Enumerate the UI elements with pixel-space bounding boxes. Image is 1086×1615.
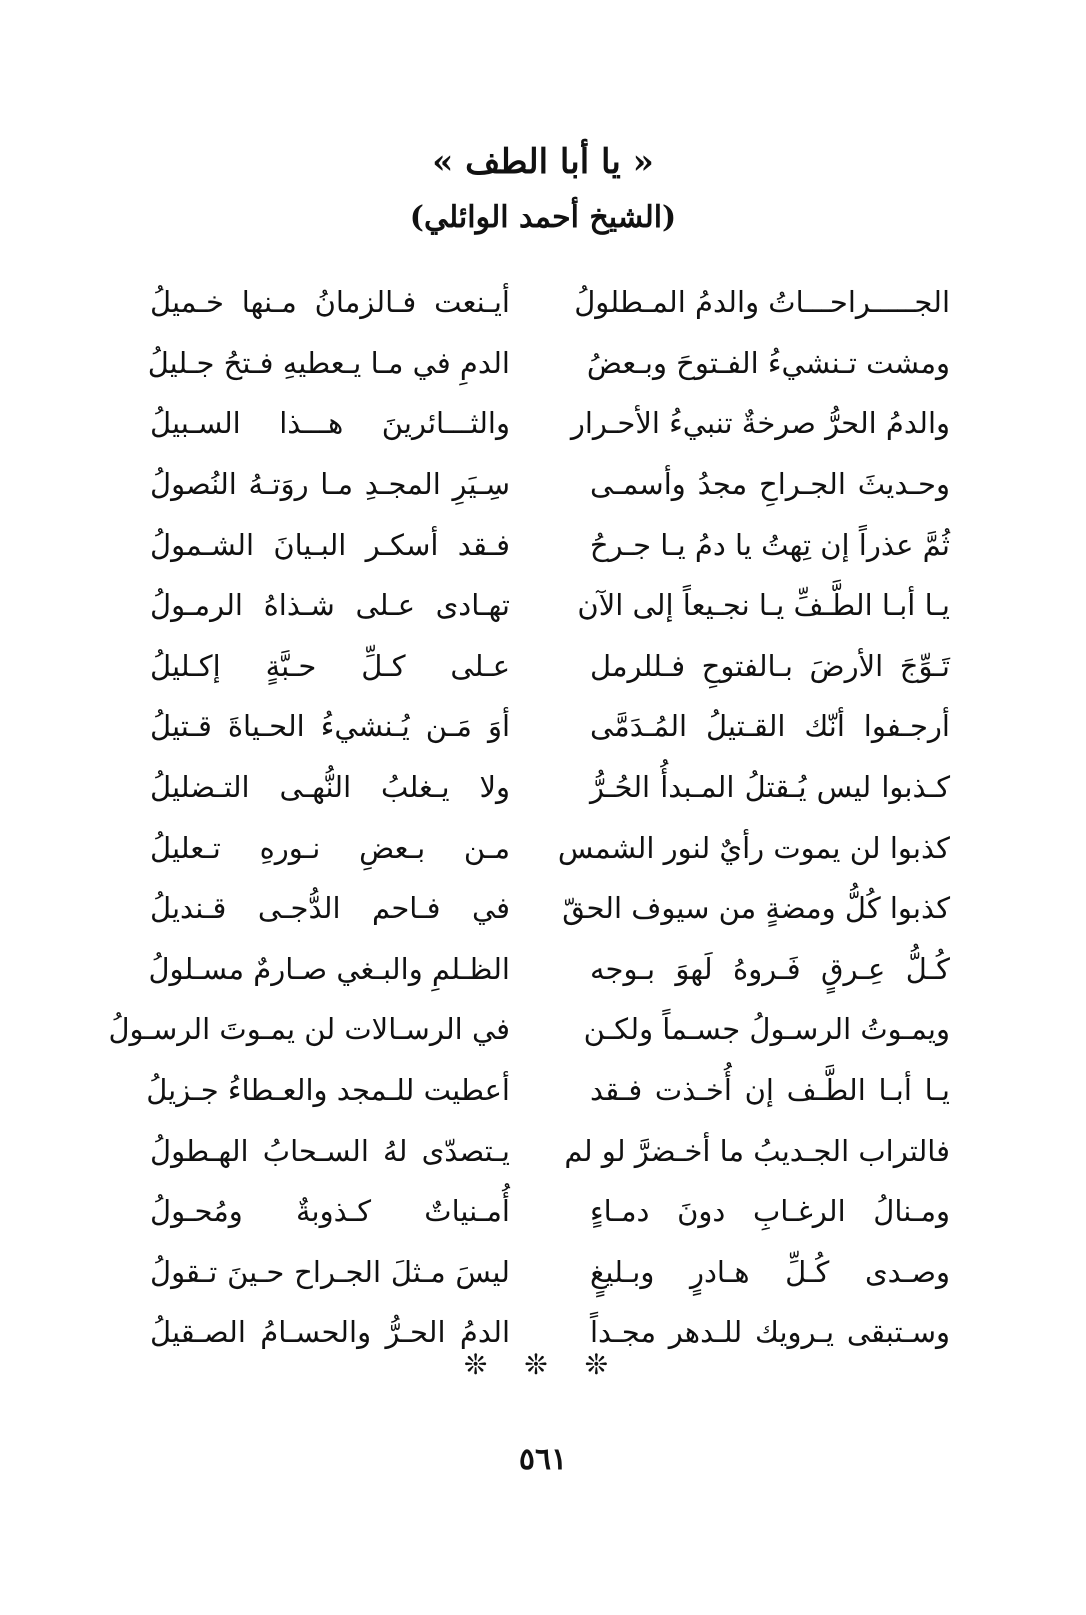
second-hemistich: ولا يـغلبُ النُّهـى التـضليلُ xyxy=(150,770,510,805)
second-hemistich: سِـيَرِ المجـدِ مـا روَتـهُ النُصولُ xyxy=(150,467,510,502)
first-hemistich: كُـلُّ عِـرقٍ فَـروهُ لَهوَ بـوجه xyxy=(590,951,950,986)
second-hemistich: أعطيت للـمجد والعـطاءُ جـزيلُ xyxy=(146,1073,510,1108)
second-hemistich: مـن بـعضِ نـورهِ تـعليلُ xyxy=(150,830,510,865)
second-hemistich: الظـلمِ والبـغي صـارمٌ مسـلولُ xyxy=(148,951,510,986)
verse xyxy=(150,696,950,757)
poet-name: (الشيخ أحمد الوائلي) xyxy=(409,200,677,235)
verse xyxy=(150,1120,950,1181)
first-hemistich: يـا أبـا الطَّـف إن أُخـذت فـقد xyxy=(590,1073,950,1108)
first-hemistich: ويمـوتُ الرسـولُ جسـماً ولكـن xyxy=(583,1012,950,1047)
second-hemistich: يـتصدّى لهُ السـحابُ الهـطولُ xyxy=(150,1133,510,1168)
verse xyxy=(108,999,950,1060)
first-hemistich: ثُمَّ عذراً إن تِهتُ يا دمُ يـا جـرحُ xyxy=(589,527,950,562)
first-hemistich: يـا أبـا الطَّـفِّ يـا نجـيعاً إلى الآن xyxy=(577,588,950,623)
first-hemistich: كـذبوا ليس يُـقتلُ المـبدأُ الحُـرُّ xyxy=(590,770,950,805)
verse xyxy=(150,939,950,1000)
page-number: ٥٦١ xyxy=(518,1442,568,1477)
first-hemistich: وسـتبقى يـرويك للـدهر مجـداً xyxy=(590,1315,950,1350)
second-hemistich: عـلى كـلِّ حـبَّةٍ إكـليلُ xyxy=(150,648,510,683)
verse xyxy=(150,757,950,818)
poem-title: « يا أبا الطف » xyxy=(432,142,654,182)
verse xyxy=(150,454,950,515)
verse xyxy=(150,393,950,454)
verse xyxy=(150,817,950,878)
verse xyxy=(146,1060,950,1121)
verse xyxy=(150,272,950,333)
first-hemistich: تَـوِّجَ الأرضَ بـالفتوحِ فـللرمل xyxy=(590,648,950,683)
second-hemistich: في الرسـالات لن يمـوتَ الرسـولُ xyxy=(108,1012,510,1047)
second-hemistich: الدمُ الحـرُّ والحسـامُ الصـقيلُ xyxy=(150,1315,510,1350)
first-hemistich: كذبوا كُلُّ ومضةٍ من سيوف الحقّ xyxy=(562,891,950,926)
second-hemistich: أوَ مَـن يُـنشيءُ الحـياةَ قـتيلُ xyxy=(150,709,510,744)
first-hemistich: أرجـفوا أنّك القـتيلُ المُـدَمَّى xyxy=(590,709,950,744)
second-hemistich: تهـادى عـلى شـذاهُ الرمـولُ xyxy=(150,588,510,623)
second-hemistich: فـقد أسكـر البـيانَ الشـمولُ xyxy=(150,527,510,562)
verse xyxy=(150,878,950,939)
second-hemistich: الدمِ في مـا يـعطيهِ فـتحُ جـليلُ xyxy=(147,345,510,380)
second-hemistich: أيـنعت فـالزمانُ مـنها خـميلُ xyxy=(150,285,510,320)
poem-body xyxy=(108,272,950,1363)
second-hemistich: ليسَ مـثلَ الجـراح حـينَ تـقولُ xyxy=(150,1254,510,1289)
first-hemistich: فالتراب الجـديبُ ما أخـضرَّ لو لم xyxy=(564,1133,950,1168)
first-hemistich: الجـــــراحـــاتُ والدمُ المـطلولُ xyxy=(574,285,950,320)
first-hemistich: ومـنالُ الرغـابِ دونَ دمـاءٍ xyxy=(590,1194,950,1229)
first-hemistich: وحـديثَ الجـراحِ مجدُ وأسمـى xyxy=(590,467,950,502)
second-hemistich: أُمـنياتٌ كـذوبةٌ ومُحـولُ xyxy=(150,1194,510,1229)
first-hemistich: والدمُ الحرُّ صرخةٌ تنبيءُ الأحـرار xyxy=(570,406,950,441)
verse xyxy=(147,333,950,394)
second-hemistich: في فـاحم الدُّجـى قـنديلُ xyxy=(150,891,510,926)
first-hemistich: ومشت تـنشيءُ الفـتوحَ وبـعضُ xyxy=(586,345,950,380)
verse xyxy=(150,1242,950,1303)
section-separator: ❊ ❊ ❊ xyxy=(463,1348,623,1381)
verse xyxy=(150,1181,950,1242)
second-hemistich: والثـــائرينَ هـــذا السـبيلُ xyxy=(150,406,510,441)
first-hemistich: وصـدى كُـلِّ هـادرٍ وبـليغٍ xyxy=(590,1254,950,1289)
verse xyxy=(150,636,950,697)
verse xyxy=(150,575,950,636)
first-hemistich: كذبوا لن يموت رأيٌ لنور الشمس xyxy=(557,830,950,865)
verse xyxy=(150,514,950,575)
